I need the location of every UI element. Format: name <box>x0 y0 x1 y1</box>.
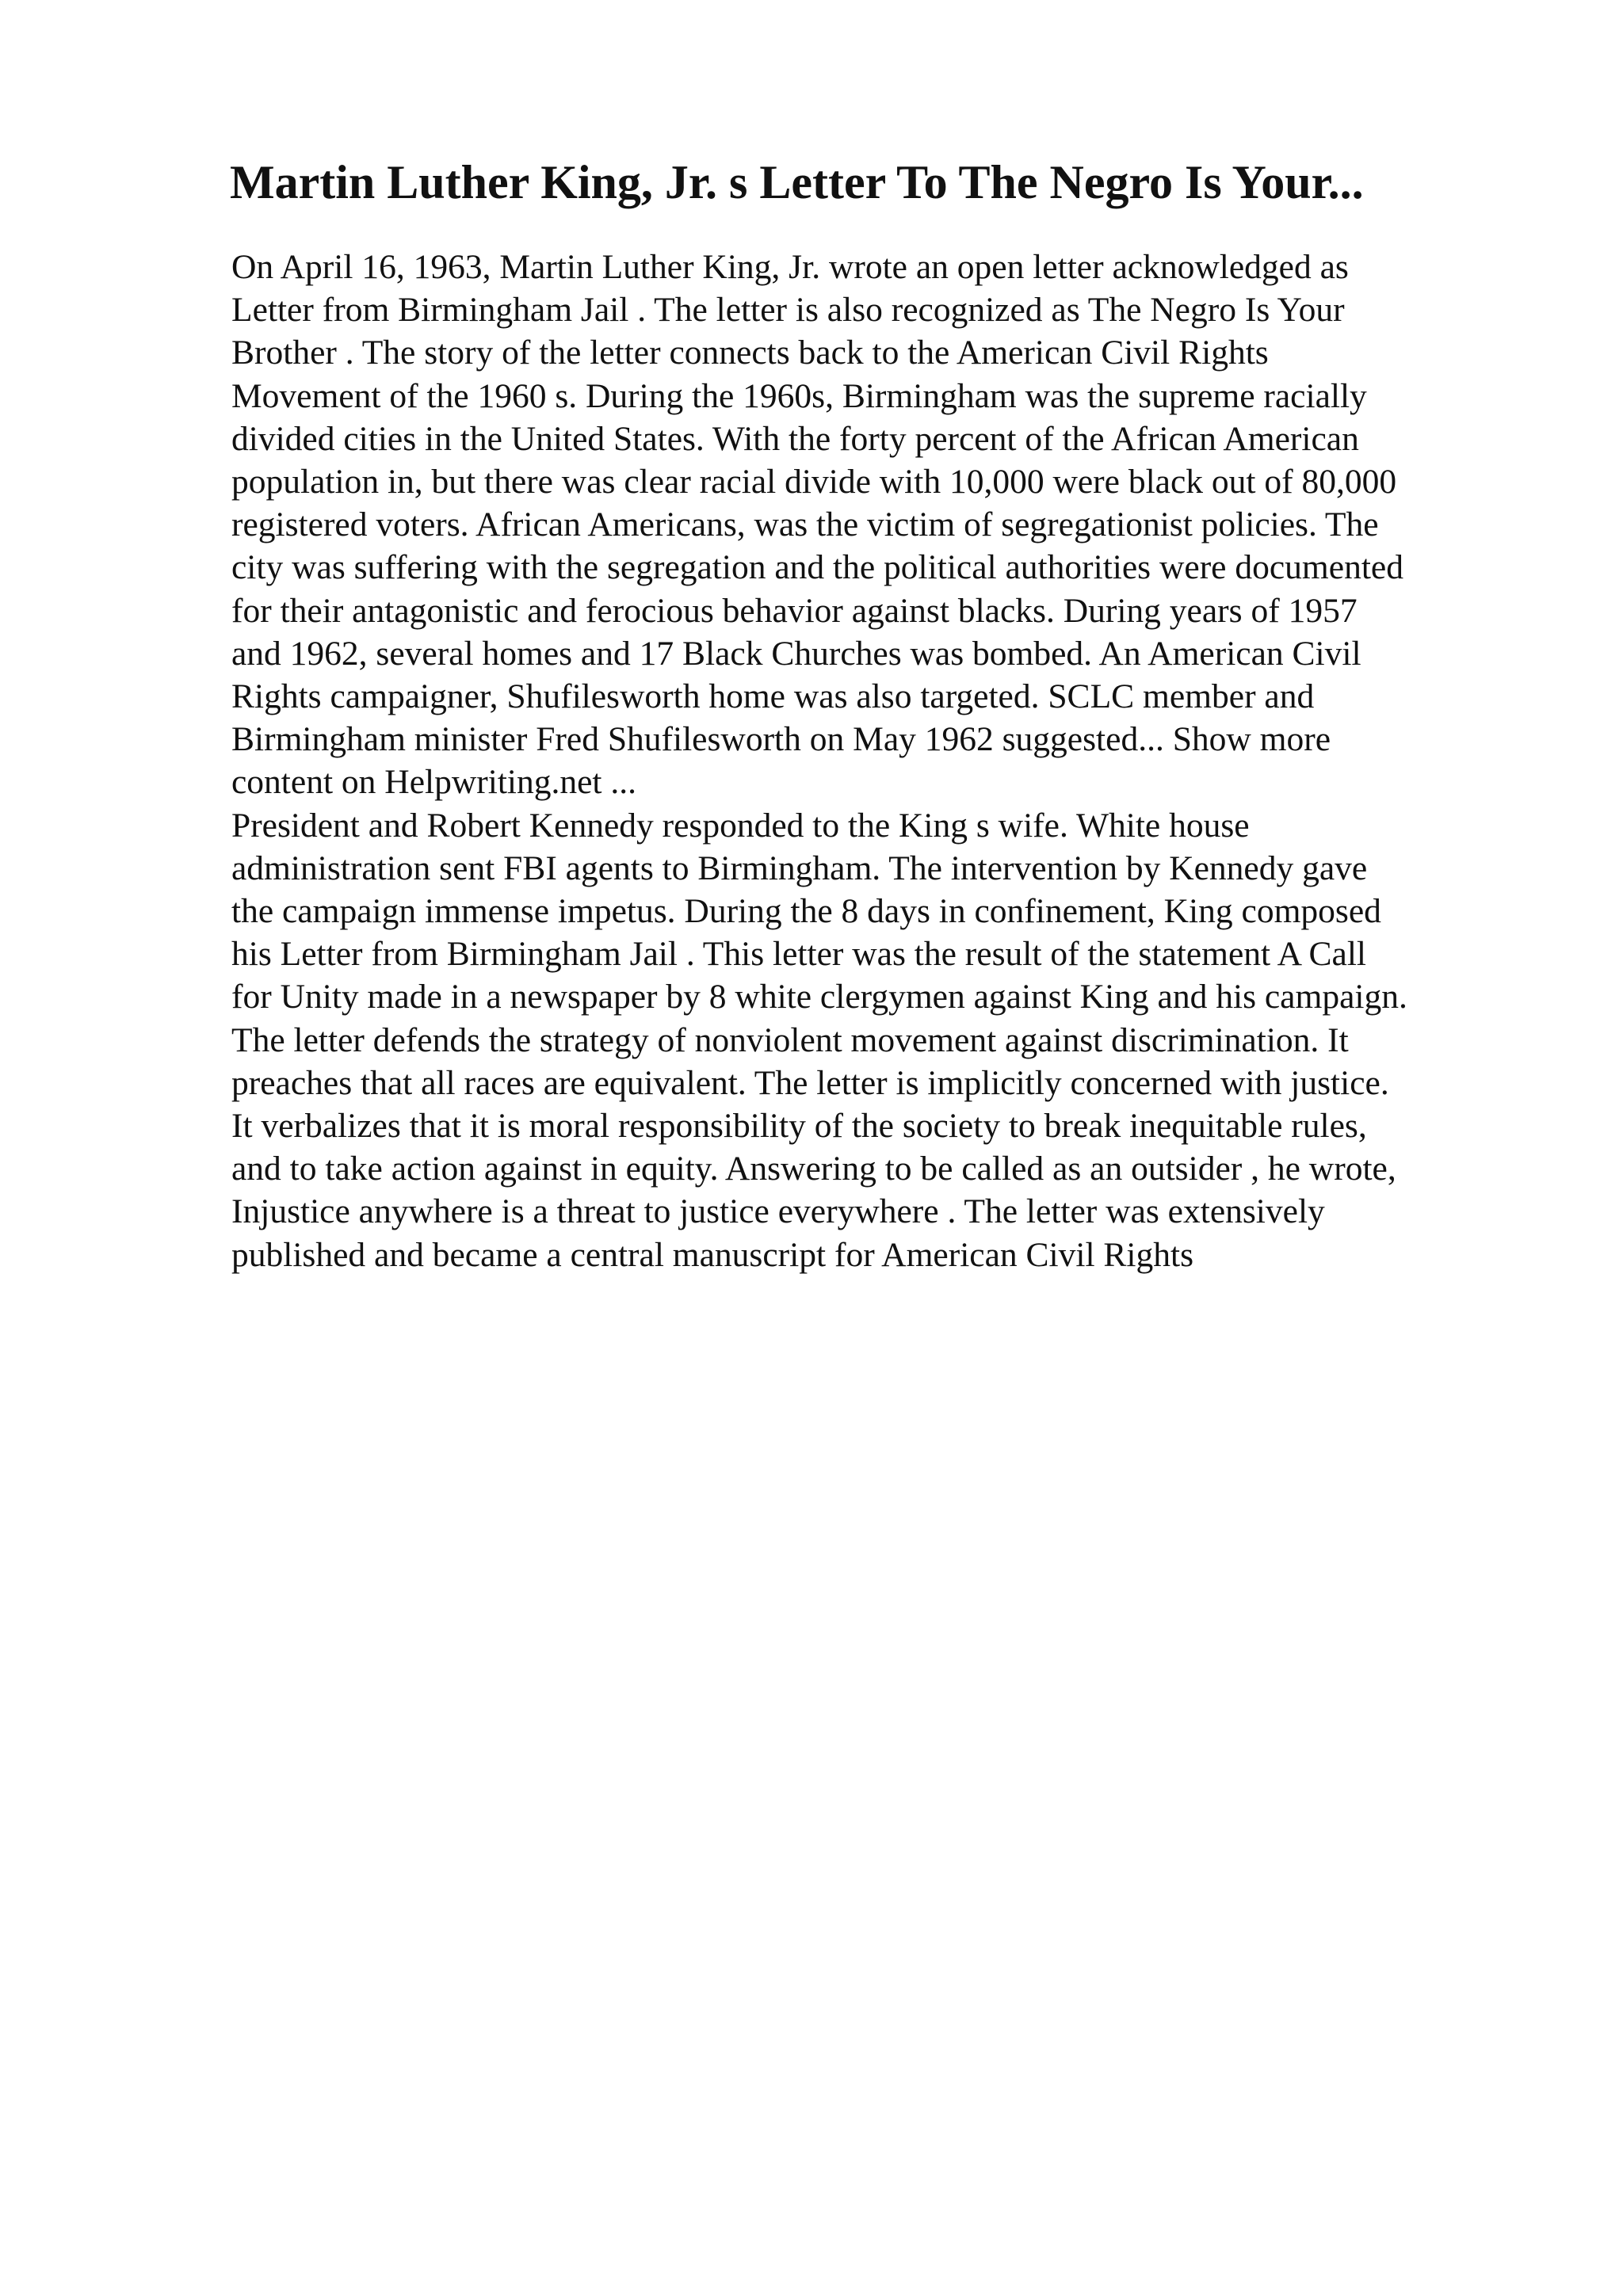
body-line: Movement of the 1960 s. During the 1960s, Birmingham was the supreme racially <box>231 376 1367 415</box>
body-line: Rights campaigner, Shufilesworth home was also targeted. SCLC member and <box>231 677 1315 716</box>
body-line: published and became a central manuscript for American Civil Rights <box>231 1235 1194 1274</box>
body-line: his Letter from Birmingham Jail . This letter was the result of the statement A Call <box>231 935 1366 974</box>
body-line: The letter defends the strategy of nonviolent movement against discrimination. It <box>231 1020 1349 1059</box>
body-line: On April 16, 1963, Martin Luther King, Jr. wrote an open letter acknowledged as <box>231 248 1349 286</box>
body-line: preaches that all races are equivalent. The letter is implicitly concerned with justice. <box>231 1063 1389 1102</box>
body-line: the campaign immense impetus. During the 8 days in confinement, King composed <box>231 892 1381 931</box>
body-line: divided cities in the United States. With the forty percent of the African American <box>231 419 1359 458</box>
body-line: administration sent FBI agents to Birmingham. The intervention by Kennedy gave <box>231 849 1368 887</box>
body-line: Injustice anywhere is a threat to justice everywhere . The letter was extensively <box>231 1192 1325 1231</box>
body-line: Brother . The story of the letter connects back to the American Civil Rights <box>231 334 1269 372</box>
body-line: and 1962, several homes and 17 Black Churches was bombed. An American Civil <box>231 634 1361 673</box>
body-line: Letter from Birmingham Jail . The letter is also recognized as The Negro Is Your <box>231 291 1345 330</box>
body-line: for their antagonistic and ferocious behavior against blacks. During years of 1957 <box>231 591 1358 630</box>
body-line: Birmingham minister Fred Shufilesworth on May 1962 suggested... Show more <box>231 720 1331 759</box>
body-line: and to take action against in equity. Answering to be called as an outsider , he wrote, <box>231 1150 1396 1188</box>
body-line: city was suffering with the segregation and the political authorities were documented <box>231 548 1403 587</box>
body-line: President and Robert Kennedy responded to the King s wife. White house <box>231 806 1250 845</box>
body-line: It verbalizes that it is moral responsibility of the society to break inequitable rules, <box>231 1107 1367 1146</box>
document-body <box>231 246 1594 1276</box>
body-line: registered voters. African Americans, was the victim of segregationist policies. The <box>231 505 1379 544</box>
body-line: content on Helpwriting.net ... <box>231 763 637 802</box>
document-title: Martin Luther King, Jr. s Letter To The Negro Is Your... <box>230 156 1364 208</box>
body-line: for Unity made in a newspaper by 8 white clergymen against King and his campaign. <box>231 978 1407 1016</box>
body-line: population in, but there was clear racial divide with 10,000 were black out of 80,000 <box>231 463 1397 502</box>
